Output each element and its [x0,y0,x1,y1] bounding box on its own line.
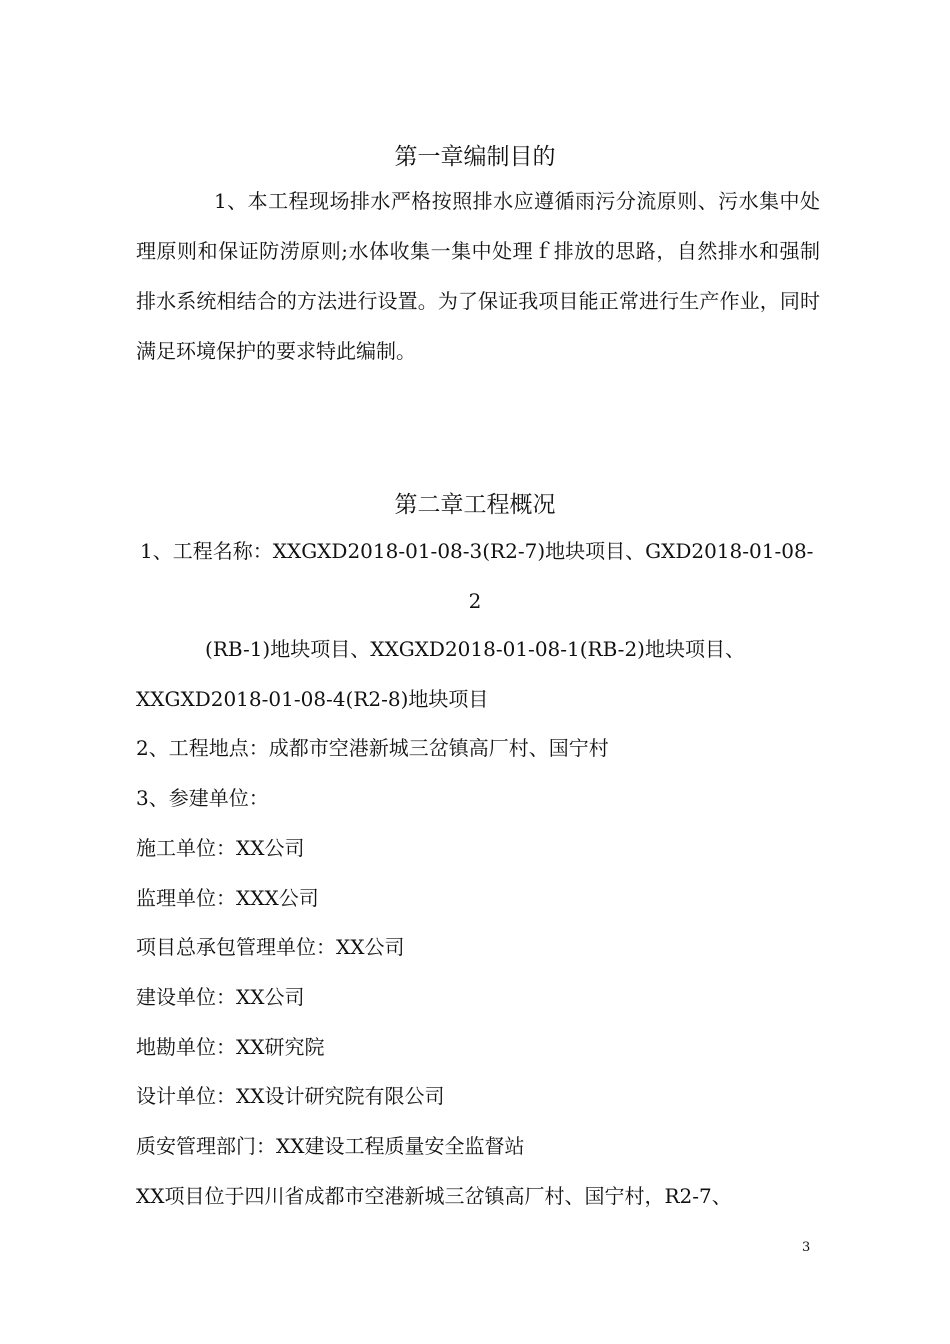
chapter1-paragraph: 1、本工程现场排水严格按照排水应遵循雨污分流原则、污水集中处理原则和保证防涝原则;水体收集一集中处理ｆ排放的思路，自然排水和强制排水系统相结合的方法进行设置。为了保证我项目能正常进行生产作业，同时满足环境保护的要求特此编制。 [136,189,820,363]
chapter2-title: 第二章工程概况 [394,492,556,518]
supervision-unit: 监理单位：XXX公司 [136,886,319,910]
project-name-line-1: 1、工程名称：XXGXD2018-01-08-3(R2-7)地块项目、GXD2018-01-08- [140,539,814,563]
project-location-description: XX项目位于四川省成都市空港新城三岔镇高厂村、国宁村，R2-7、 [136,1184,732,1208]
participating-units-heading: 3、参建单位： [136,786,269,810]
construction-unit: 施工单位：XX公司 [136,836,305,860]
developer-unit: 建设单位：XX公司 [136,985,305,1009]
chapter1-title: 第一章编制目的 [394,144,556,170]
general-contractor-unit: 项目总承包管理单位：XX公司 [136,935,405,959]
project-name-line-3: (RB-1)地块项目、XXGXD2018-01-08-1(RB-2)地块项目、 [205,637,745,661]
quality-safety-department: 质安管理部门：XX建设工程质量安全监督站 [136,1134,525,1158]
survey-unit: 地勘单位：XX研究院 [136,1035,325,1059]
project-name-line-4: XXGXD2018-01-08-4(R2-8)地块项目 [136,687,489,711]
page-number: 3 [802,1240,811,1255]
project-name-line-2: 2 [468,589,482,613]
project-location: 2、工程地点：成都市空港新城三岔镇高厂村、国宁村 [136,736,609,760]
design-unit: 设计单位：XX设计研究院有限公司 [136,1084,445,1108]
